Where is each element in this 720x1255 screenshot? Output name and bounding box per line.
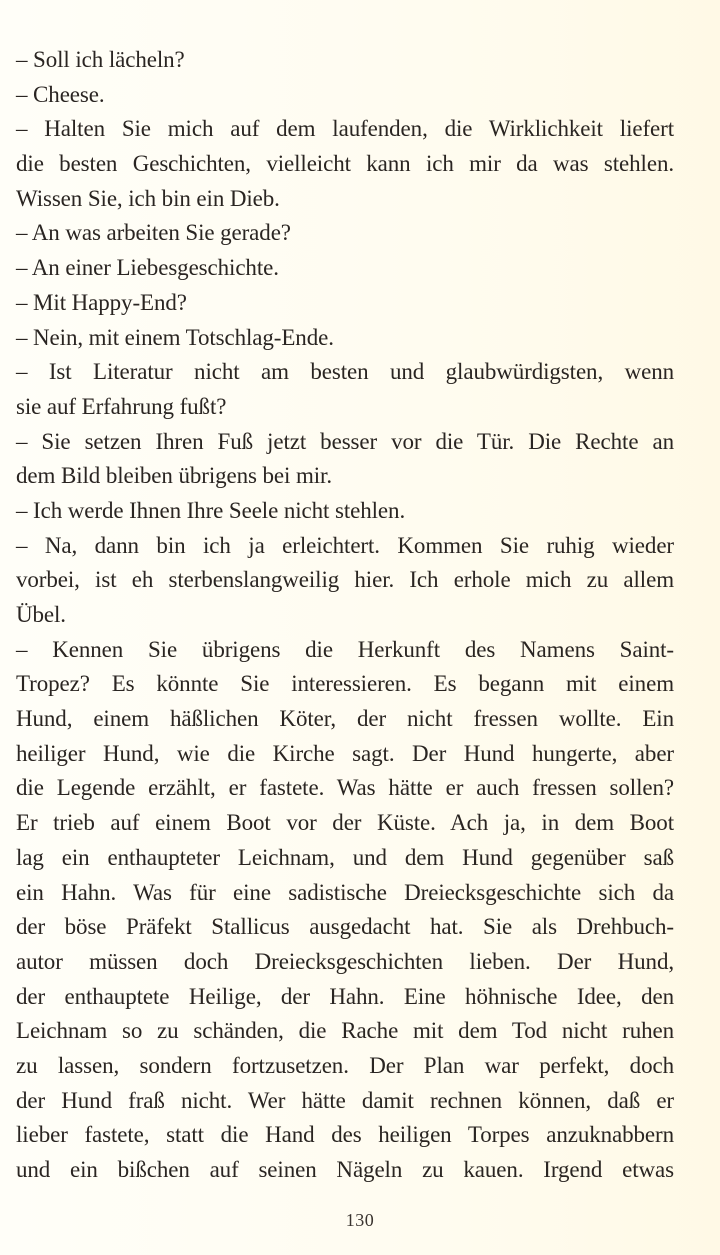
text-line: – Soll ich lächeln? xyxy=(16,47,185,72)
text-line: dem Bild bleiben übrigens bei mir. xyxy=(16,463,332,489)
text-line: lag ein enthaupteter Leichnam, und dem Hund gegenüber saß xyxy=(16,844,674,870)
text-line: – Ich werde Ihnen Ihre Seele nicht stehlen. xyxy=(16,497,406,523)
text-line: – An was arbeiten Sie gerade? xyxy=(16,220,291,246)
text-line: lieber fastete, statt die Hand des heiligen Torpes anzuknabbern xyxy=(16,1122,674,1148)
text-line: der enthauptete Heilige, der Hahn. Eine höhnische Idee, den xyxy=(16,983,674,1009)
text-line: der Hund fraß nicht. Wer hätte damit rechnen können, daß er xyxy=(16,1087,674,1113)
text-line: die besten Geschichten, vielleicht kann ich mir da was stehlen. xyxy=(16,151,674,177)
text-line: autor müssen doch Dreiecksgeschichten lieben. Der Hund, xyxy=(16,948,674,974)
text-line: – Sie setzen Ihren Fuß jetzt besser vor die Tür. Die Rechte an xyxy=(16,428,674,454)
text-line: – Halten Sie mich auf dem laufenden, die Wirklichkeit liefert xyxy=(16,116,674,142)
body-text xyxy=(16,43,674,1188)
text-line: – Mit Happy-End? xyxy=(16,289,187,315)
text-line: die Legende erzählt, er fastete. Was hätte er auch fressen sollen? xyxy=(16,775,674,801)
text-line: – Ist Literatur nicht am besten und glaubwürdigsten, wenn xyxy=(16,359,674,385)
text-line: Wissen Sie, ich bin ein Dieb. xyxy=(16,185,280,211)
page-number: 130 xyxy=(345,1210,375,1230)
text-line: – An einer Liebesgeschichte. xyxy=(16,255,279,281)
text-line: Er trieb auf einem Boot vor der Küste. Ach ja, in dem Boot xyxy=(16,810,674,836)
text-line: Leichnam so zu schänden, die Rache mit dem Tod nicht ruhen xyxy=(16,1018,674,1044)
text-line: ein Hahn. Was für eine sadistische Dreiecksgeschichte sich da xyxy=(16,879,674,905)
text-line: heiliger Hund, wie die Kirche sagt. Der Hund hungerte, aber xyxy=(16,740,674,766)
text-line: Übel. xyxy=(16,602,66,627)
text-line: – Kennen Sie übrigens die Herkunft des Namens Saint- xyxy=(16,636,674,662)
text-line: und ein bißchen auf seinen Nägeln zu kauen. Irgend etwas xyxy=(16,1157,674,1182)
text-line: sie auf Erfahrung fußt? xyxy=(16,393,227,419)
text-line: zu lassen, sondern fortzusetzen. Der Plan war perfekt, doch xyxy=(16,1052,674,1078)
text-line: – Cheese. xyxy=(16,81,105,107)
text-line: der böse Präfekt Stallicus ausgedacht hat. Sie als Drehbuch- xyxy=(16,914,674,940)
text-line: – Na, dann bin ich ja erleichtert. Kommen Sie ruhig wieder xyxy=(16,532,674,558)
text-line: Hund, einem häßlichen Köter, der nicht fressen wollte. Ein xyxy=(16,706,674,732)
text-line: vorbei, ist eh sterbenslangweilig hier. Ich erhole mich zu allem xyxy=(16,567,674,593)
text-line: – Nein, mit einem Totschlag-Ende. xyxy=(16,324,334,350)
text-line: Tropez? Es könnte Sie interessieren. Es begann mit einem xyxy=(16,671,674,697)
